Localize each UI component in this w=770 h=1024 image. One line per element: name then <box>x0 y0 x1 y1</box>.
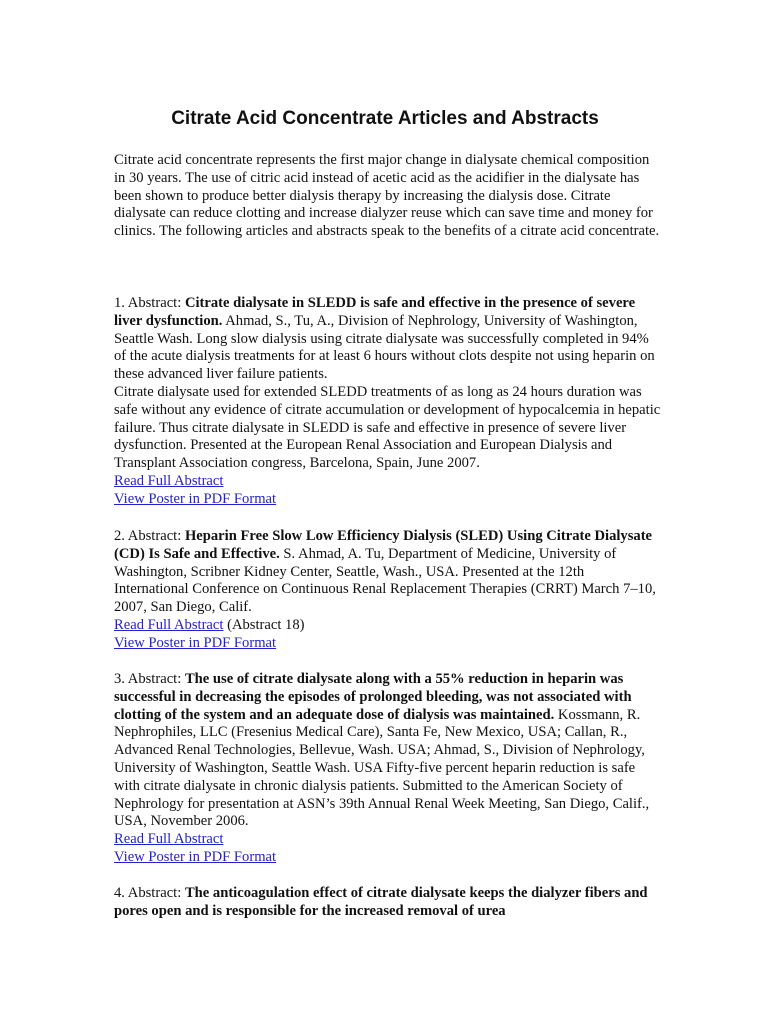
abstract-title: Heparin Free Slow Low Efficiency Dialysis (SLED) Using Citrate Dialysate (CD) Is Safe and Effective. <box>114 528 653 562</box>
view-poster-pdf-link[interactable]: View Poster in PDF Format <box>114 634 277 651</box>
abstract-body: Kossmann, R. Nephrophiles, LLC (Fresenius Medical Care), Santa Fe, New Mexico, USA; Callan, R., Advanced Renal Technologies, Bellevue, Wash. USA; Ahmad, S., Division of Nephrology, University of Washington, Seattle Wash. USA Fifty-five percent heparin reduction is safe with citrate dialysate in chronic dialysis patients. Submitted to the American Society of Nephrology for presentation at ASN’s 39th Annual Renal Week Meeting, San Diego, Calif., USA, November 2006. <box>114 706 650 830</box>
view-poster-pdf-link[interactable]: View Poster in PDF Format <box>114 848 277 865</box>
intro-paragraph <box>114 152 662 241</box>
abstract-title: The anticoagulation effect of citrate dialysate keeps the dialyzer fibers and pores open and is responsible for the increased removal of urea <box>114 885 648 919</box>
read-full-abstract-link[interactable]: Read Full Abstract <box>114 616 224 633</box>
read-full-abstract-link[interactable]: Read Full Abstract <box>114 472 224 489</box>
abstract-body: Ahmad, S., Tu, A., Division of Nephrology, University of Washington, Seattle Wash. Long slow dialysis using citrate dialysate was successfully completed in 94% of the acute dialysis treatments for at least 6 hours without clots despite not using heparin on these advanced liver failure patients. <box>114 312 655 383</box>
abstract-3 <box>114 671 662 867</box>
abstract-4 <box>114 885 662 921</box>
abstract-title: Citrate dialysate in SLEDD is safe and effective in the presence of severe liver dysfunction. <box>114 295 636 329</box>
abstract-title: The use of citrate dialysate along with a 55% reduction in heparin was successful in decreasing the episodes of prolonged bleeding, was not associated with clotting of the system and an adequate dose of dialysis was maintained. <box>114 671 632 723</box>
read-full-abstract-link[interactable]: Read Full Abstract <box>114 831 224 848</box>
abstract-prefix: 1. Abstract: <box>114 295 185 311</box>
abstract-prefix: 4. Abstract: <box>114 885 185 901</box>
abstract-2 <box>114 528 662 653</box>
abstract-number-note: (Abstract 18) <box>223 616 305 633</box>
abstract-1 <box>114 295 662 509</box>
abstract-prefix: 2. Abstract: <box>114 528 185 544</box>
abstract-prefix: 3. Abstract: <box>114 671 185 687</box>
abstract-body-continued: Citrate dialysate used for extended SLEDD treatments of as long as 24 hours duration was safe without any evidence of citrate accumulation or development of hypocalcemia in hepatic failure. Thus citrate dialysate in SLEDD is safe and effective in presence of severe liver dysfunction. Presented at the European Renal Association and European Dialysis and Transplant Association congress, Barcelona, Spain, June 2007. <box>114 383 661 472</box>
view-poster-pdf-link[interactable]: View Poster in PDF Format <box>114 490 277 507</box>
page-title: Citrate Acid Concentrate Articles and Abstracts <box>171 108 599 129</box>
intro-text: Citrate acid concentrate represents the first major change in dialysate chemical composition in 30 years. The use of citric acid instead of acetic acid as the acidifier in the dialysate has been shown to produce better dialysis therapy by increasing the dialysis dose. Citrate dialysate can reduce clotting and increase dialyzer reuse which can save time and money for clinics. The following articles and abstracts speak to the benefits of a citrate acid concentrate. <box>114 152 660 240</box>
abstract-body: S. Ahmad, A. Tu, Department of Medicine, University of Washington, Scribner Kidney Center, Seattle, Wash., USA. Presented at the 12th International Conference on Continuous Renal Replacement Therapies (CRRT) March 7–10, 2007, San Diego, Calif. <box>114 545 656 616</box>
